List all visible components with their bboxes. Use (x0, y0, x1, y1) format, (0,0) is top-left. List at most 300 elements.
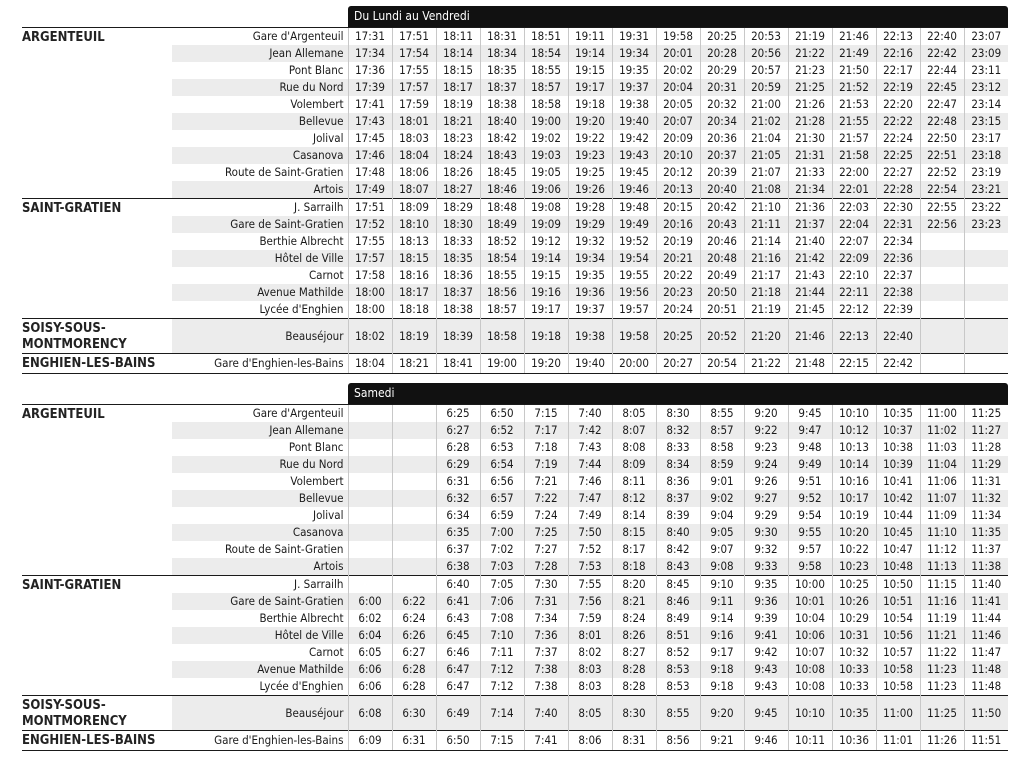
departure-time: 7:02 (480, 541, 524, 558)
departure-time: 19:38 (612, 96, 656, 113)
departure-time: 19:18 (524, 319, 568, 354)
departure-time (920, 284, 964, 301)
stop-name: Avenue Mathilde (172, 661, 348, 678)
departure-time: 6:27 (436, 422, 480, 439)
departure-time: 19:03 (524, 147, 568, 164)
departure-time: 18:58 (480, 319, 524, 354)
departure-time: 8:03 (568, 661, 612, 678)
stop-name: Casanova (172, 147, 348, 164)
departure-time: 7:22 (524, 490, 568, 507)
departure-time: 8:15 (612, 524, 656, 541)
departure-time: 8:03 (568, 678, 612, 696)
departure-time: 20:29 (700, 62, 744, 79)
departure-time (920, 354, 964, 374)
departure-time: 9:55 (788, 524, 832, 541)
departure-time: 11:00 (876, 696, 920, 731)
departure-time: 21:08 (744, 181, 788, 199)
departure-time: 7:30 (524, 576, 568, 594)
departure-time: 10:58 (876, 678, 920, 696)
departure-time: 19:14 (568, 45, 612, 62)
departure-time: 22:17 (876, 62, 920, 79)
commune-label: ARGENTEUIL (22, 405, 172, 576)
departure-time (964, 267, 1008, 284)
departure-time: 20:27 (656, 354, 700, 374)
departure-time: 23:23 (964, 216, 1008, 233)
departure-time: 6:09 (348, 731, 392, 751)
departure-time: 23:15 (964, 113, 1008, 130)
departure-time: 21:40 (788, 233, 832, 250)
departure-time: 20:54 (700, 354, 744, 374)
departure-time: 9:29 (744, 507, 788, 524)
departure-time: 22:31 (876, 216, 920, 233)
stop-name: Carnot (172, 267, 348, 284)
departure-time: 17:51 (392, 28, 436, 46)
departure-time: 21:44 (788, 284, 832, 301)
departure-time: 17:48 (348, 164, 392, 181)
stop-name: Beauséjour (172, 319, 348, 354)
departure-time: 21:31 (788, 147, 832, 164)
departure-time: 7:12 (480, 661, 524, 678)
departure-time: 11:50 (964, 696, 1008, 731)
departure-time: 11:28 (964, 439, 1008, 456)
departure-time: 22:07 (832, 233, 876, 250)
departure-time: 8:32 (656, 422, 700, 439)
departure-time: 23:07 (964, 28, 1008, 46)
schedule-header (22, 383, 1008, 404)
departure-time: 17:45 (348, 130, 392, 147)
departure-time: 6:43 (436, 610, 480, 627)
departure-time: 19:37 (612, 79, 656, 96)
stop-name: Carnot (172, 644, 348, 661)
departure-time: 6:06 (348, 661, 392, 678)
departure-time: 19:00 (524, 113, 568, 130)
stop-name: Beauséjour (172, 696, 348, 731)
departure-time: 20:19 (656, 233, 700, 250)
stop-name: Gare d'Enghien-les-Bains (172, 354, 348, 374)
departure-time: 18:21 (436, 113, 480, 130)
departure-time: 22:12 (832, 301, 876, 319)
departure-time: 8:39 (656, 507, 700, 524)
departure-time: 10:07 (788, 644, 832, 661)
departure-time: 23:17 (964, 130, 1008, 147)
departure-time: 10:17 (832, 490, 876, 507)
departure-time: 11:02 (920, 422, 964, 439)
departure-time: 18:38 (480, 96, 524, 113)
departure-time: 7:03 (480, 558, 524, 576)
departure-time: 21:04 (744, 130, 788, 147)
departure-time: 21:18 (744, 284, 788, 301)
schedule-title: Samedi (348, 383, 1008, 404)
departure-time: 17:34 (348, 45, 392, 62)
stop-name: Berthie Albrecht (172, 610, 348, 627)
departure-time: 21:58 (832, 147, 876, 164)
departure-time: 20:10 (656, 147, 700, 164)
departure-time: 23:18 (964, 147, 1008, 164)
table-row (22, 199, 1008, 217)
stop-name: Jolival (172, 130, 348, 147)
departure-time: 7:37 (524, 644, 568, 661)
departure-time: 22:54 (920, 181, 964, 199)
departure-time: 11:00 (920, 405, 964, 423)
stop-name: Berthie Albrecht (172, 233, 348, 250)
departure-time: 18:27 (436, 181, 480, 199)
departure-time: 21:33 (788, 164, 832, 181)
departure-time: 21:34 (788, 181, 832, 199)
departure-time: 18:30 (436, 216, 480, 233)
departure-time: 21:48 (788, 354, 832, 374)
departure-time (964, 250, 1008, 267)
departure-time: 9:07 (700, 541, 744, 558)
departure-time: 20:50 (700, 284, 744, 301)
departure-time: 17:51 (348, 199, 392, 217)
departure-time: 19:09 (524, 216, 568, 233)
departure-time: 9:48 (788, 439, 832, 456)
departure-time: 18:55 (524, 62, 568, 79)
departure-time: 21:28 (788, 113, 832, 130)
departure-time: 7:31 (524, 593, 568, 610)
stop-name: Pont Blanc (172, 62, 348, 79)
departure-time: 21:52 (832, 79, 876, 96)
departure-time: 11:35 (964, 524, 1008, 541)
stop-name: Hôtel de Ville (172, 250, 348, 267)
departure-time: 19:56 (612, 284, 656, 301)
departure-time: 10:10 (832, 405, 876, 423)
departure-time: 22:28 (876, 181, 920, 199)
departure-time: 11:06 (920, 473, 964, 490)
departure-time: 7:38 (524, 678, 568, 696)
departure-time: 8:58 (700, 439, 744, 456)
departure-time: 6:32 (436, 490, 480, 507)
departure-time: 8:08 (612, 439, 656, 456)
departure-time: 20:59 (744, 79, 788, 96)
departure-time: 8:01 (568, 627, 612, 644)
departure-time: 11:46 (964, 627, 1008, 644)
departure-time: 9:39 (744, 610, 788, 627)
departure-time: 9:41 (744, 627, 788, 644)
departure-time: 7:10 (480, 627, 524, 644)
departure-time: 19:31 (612, 28, 656, 46)
departure-time: 20:52 (700, 319, 744, 354)
commune-label: ENGHIEN-LES-BAINS (22, 731, 172, 751)
departure-time: 6:05 (348, 644, 392, 661)
departure-time: 9:45 (788, 405, 832, 423)
departure-time: 20:36 (700, 130, 744, 147)
table-row (22, 696, 1008, 731)
departure-time: 6:24 (392, 610, 436, 627)
departure-time (392, 422, 436, 439)
departure-time: 19:20 (524, 354, 568, 374)
departure-time: 19:54 (612, 250, 656, 267)
departure-time: 8:57 (700, 422, 744, 439)
departure-time: 10:04 (788, 610, 832, 627)
departure-time: 8:53 (656, 678, 700, 696)
departure-time: 18:24 (436, 147, 480, 164)
departure-time: 19:35 (612, 62, 656, 79)
departure-time: 6:34 (436, 507, 480, 524)
departure-time: 9:02 (700, 490, 744, 507)
departure-time (348, 524, 392, 541)
saturday-schedule (22, 383, 1008, 751)
departure-time: 18:02 (348, 319, 392, 354)
departure-time: 7:21 (524, 473, 568, 490)
departure-time: 22:56 (920, 216, 964, 233)
departure-time: 22:20 (876, 96, 920, 113)
departure-time: 9:18 (700, 661, 744, 678)
departure-time: 7:18 (524, 439, 568, 456)
departure-time: 6:22 (392, 593, 436, 610)
stop-name: Volembert (172, 473, 348, 490)
stop-name: Lycée d'Enghien (172, 678, 348, 696)
departure-time: 9:18 (700, 678, 744, 696)
departure-time: 18:33 (436, 233, 480, 250)
departure-time (392, 405, 436, 423)
commune-label: SAINT-GRATIEN (22, 576, 172, 696)
departure-time: 8:40 (656, 524, 700, 541)
departure-time: 8:55 (656, 696, 700, 731)
departure-time: 7:27 (524, 541, 568, 558)
departure-time: 11:04 (920, 456, 964, 473)
departure-time: 20:00 (612, 354, 656, 374)
departure-time: 8:30 (656, 405, 700, 423)
departure-time (348, 558, 392, 576)
departure-time: 6:29 (436, 456, 480, 473)
departure-time: 7:15 (524, 405, 568, 423)
departure-time: 19:25 (568, 164, 612, 181)
table-row (22, 319, 1008, 354)
departure-time: 8:24 (612, 610, 656, 627)
departure-time: 19:52 (612, 233, 656, 250)
departure-time: 21:20 (744, 319, 788, 354)
departure-time: 19:40 (568, 354, 612, 374)
departure-time: 18:52 (480, 233, 524, 250)
departure-time: 18:07 (392, 181, 436, 199)
timetable (22, 27, 1008, 374)
departure-time: 8:55 (700, 405, 744, 423)
departure-time: 6:46 (436, 644, 480, 661)
departure-time: 7:24 (524, 507, 568, 524)
departure-time: 7:55 (568, 576, 612, 594)
departure-time: 21:49 (832, 45, 876, 62)
departure-time: 10:08 (788, 661, 832, 678)
departure-time: 10:20 (832, 524, 876, 541)
departure-time: 10:48 (876, 558, 920, 576)
departure-time: 6:37 (436, 541, 480, 558)
departure-time: 21:26 (788, 96, 832, 113)
departure-time: 8:33 (656, 439, 700, 456)
departure-time: 18:48 (480, 199, 524, 217)
departure-time: 9:32 (744, 541, 788, 558)
departure-time: 19:55 (612, 267, 656, 284)
departure-time: 7:19 (524, 456, 568, 473)
departure-time: 11:38 (964, 558, 1008, 576)
table-row (22, 576, 1008, 594)
departure-time: 8:52 (656, 644, 700, 661)
departure-time: 23:09 (964, 45, 1008, 62)
departure-time: 21:57 (832, 130, 876, 147)
departure-time: 18:17 (392, 284, 436, 301)
departure-time: 11:25 (964, 405, 1008, 423)
departure-time: 6:02 (348, 610, 392, 627)
departure-time: 22:55 (920, 199, 964, 217)
departure-time: 9:42 (744, 644, 788, 661)
departure-time: 18:26 (436, 164, 480, 181)
departure-time: 6:53 (480, 439, 524, 456)
departure-time: 8:37 (656, 490, 700, 507)
departure-time: 22:22 (876, 113, 920, 130)
departure-time (392, 507, 436, 524)
departure-time: 18:45 (480, 164, 524, 181)
departure-time: 18:54 (480, 250, 524, 267)
departure-time: 19:08 (524, 199, 568, 217)
departure-time: 11:48 (964, 661, 1008, 678)
departure-time: 18:56 (480, 284, 524, 301)
departure-time: 6:28 (436, 439, 480, 456)
departure-time: 8:45 (656, 576, 700, 594)
stop-name: Avenue Mathilde (172, 284, 348, 301)
departure-time: 10:29 (832, 610, 876, 627)
departure-time (392, 524, 436, 541)
departure-time: 19:06 (524, 181, 568, 199)
departure-time: 18:42 (480, 130, 524, 147)
departure-time: 20:12 (656, 164, 700, 181)
departure-time: 7:05 (480, 576, 524, 594)
departure-time: 6:00 (348, 593, 392, 610)
departure-time: 9:51 (788, 473, 832, 490)
departure-time: 6:26 (392, 627, 436, 644)
departure-time: 18:17 (436, 79, 480, 96)
stop-name: Pont Blanc (172, 439, 348, 456)
departure-time: 19:17 (524, 301, 568, 319)
departure-time: 18:57 (480, 301, 524, 319)
departure-time (348, 541, 392, 558)
departure-time: 20:09 (656, 130, 700, 147)
departure-time: 9:26 (744, 473, 788, 490)
departure-time: 7:06 (480, 593, 524, 610)
stop-name: Hôtel de Ville (172, 627, 348, 644)
departure-time: 10:47 (876, 541, 920, 558)
departure-time (348, 456, 392, 473)
departure-time: 20:32 (700, 96, 744, 113)
departure-time: 10:11 (788, 731, 832, 751)
departure-time: 9:35 (744, 576, 788, 594)
departure-time: 11:10 (920, 524, 964, 541)
departure-time: 7:38 (524, 661, 568, 678)
departure-time (392, 439, 436, 456)
departure-time: 8:21 (612, 593, 656, 610)
departure-time: 9:11 (700, 593, 744, 610)
departure-time: 7:40 (524, 696, 568, 731)
departure-time: 18:41 (436, 354, 480, 374)
departure-time: 10:13 (832, 439, 876, 456)
departure-time: 20:34 (700, 113, 744, 130)
departure-time: 19:58 (656, 28, 700, 46)
departure-time: 22:00 (832, 164, 876, 181)
departure-time: 19:40 (612, 113, 656, 130)
departure-time: 21:14 (744, 233, 788, 250)
departure-time: 8:59 (700, 456, 744, 473)
departure-time: 22:34 (876, 233, 920, 250)
departure-time: 10:01 (788, 593, 832, 610)
departure-time: 6:59 (480, 507, 524, 524)
departure-time (348, 473, 392, 490)
departure-time: 22:13 (876, 28, 920, 46)
departure-time: 7:46 (568, 473, 612, 490)
departure-time: 10:32 (832, 644, 876, 661)
departure-time: 6:47 (436, 678, 480, 696)
commune-label: SOISY-SOUS-MONTMORENCY (22, 319, 172, 354)
departure-time: 7:12 (480, 678, 524, 696)
departure-time: 11:48 (964, 678, 1008, 696)
stop-name: Route de Saint-Gratien (172, 541, 348, 558)
departure-time: 18:06 (392, 164, 436, 181)
departure-time: 18:36 (436, 267, 480, 284)
departure-time: 22:44 (920, 62, 964, 79)
departure-time: 18:11 (436, 28, 480, 46)
departure-time: 18:04 (348, 354, 392, 374)
departure-time: 9:43 (744, 678, 788, 696)
departure-time: 22:10 (832, 267, 876, 284)
departure-time: 18:43 (480, 147, 524, 164)
departure-time: 22:16 (876, 45, 920, 62)
departure-time: 22:19 (876, 79, 920, 96)
departure-time: 22:25 (876, 147, 920, 164)
departure-time: 18:13 (392, 233, 436, 250)
departure-time (920, 250, 964, 267)
departure-time: 11:15 (920, 576, 964, 594)
stop-name: J. Sarrailh (172, 199, 348, 217)
departure-time (392, 473, 436, 490)
departure-time: 19:17 (568, 79, 612, 96)
departure-time: 7:15 (480, 731, 524, 751)
departure-time: 11:22 (920, 644, 964, 661)
departure-time: 19:43 (612, 147, 656, 164)
departure-time: 6:49 (436, 696, 480, 731)
departure-time: 7:53 (568, 558, 612, 576)
stop-name: Gare de Saint-Gratien (172, 593, 348, 610)
departure-time: 18:38 (436, 301, 480, 319)
departure-time: 19:57 (612, 301, 656, 319)
departure-time: 22:11 (832, 284, 876, 301)
departure-time (964, 233, 1008, 250)
departure-time: 10:22 (832, 541, 876, 558)
departure-time: 17:59 (392, 96, 436, 113)
departure-time: 11:01 (876, 731, 920, 751)
departure-time (392, 558, 436, 576)
departure-time: 8:53 (656, 661, 700, 678)
departure-time: 9:30 (744, 524, 788, 541)
departure-time: 8:56 (656, 731, 700, 751)
departure-time: 6:30 (392, 696, 436, 731)
departure-time: 21:19 (788, 28, 832, 46)
departure-time: 8:11 (612, 473, 656, 490)
weekday-schedule (22, 6, 1008, 374)
departure-time: 11:23 (920, 678, 964, 696)
departure-time: 6:31 (436, 473, 480, 490)
table-row (22, 28, 1008, 46)
departure-time: 7:49 (568, 507, 612, 524)
departure-time: 7:40 (568, 405, 612, 423)
departure-time: 10:39 (876, 456, 920, 473)
departure-time: 20:31 (700, 79, 744, 96)
departure-time: 22:36 (876, 250, 920, 267)
departure-time: 6:47 (436, 661, 480, 678)
departure-time: 21:23 (788, 62, 832, 79)
departure-time: 7:14 (480, 696, 524, 731)
departure-time: 23:21 (964, 181, 1008, 199)
departure-time: 22:01 (832, 181, 876, 199)
departure-time: 11:51 (964, 731, 1008, 751)
departure-time: 9:20 (700, 696, 744, 731)
